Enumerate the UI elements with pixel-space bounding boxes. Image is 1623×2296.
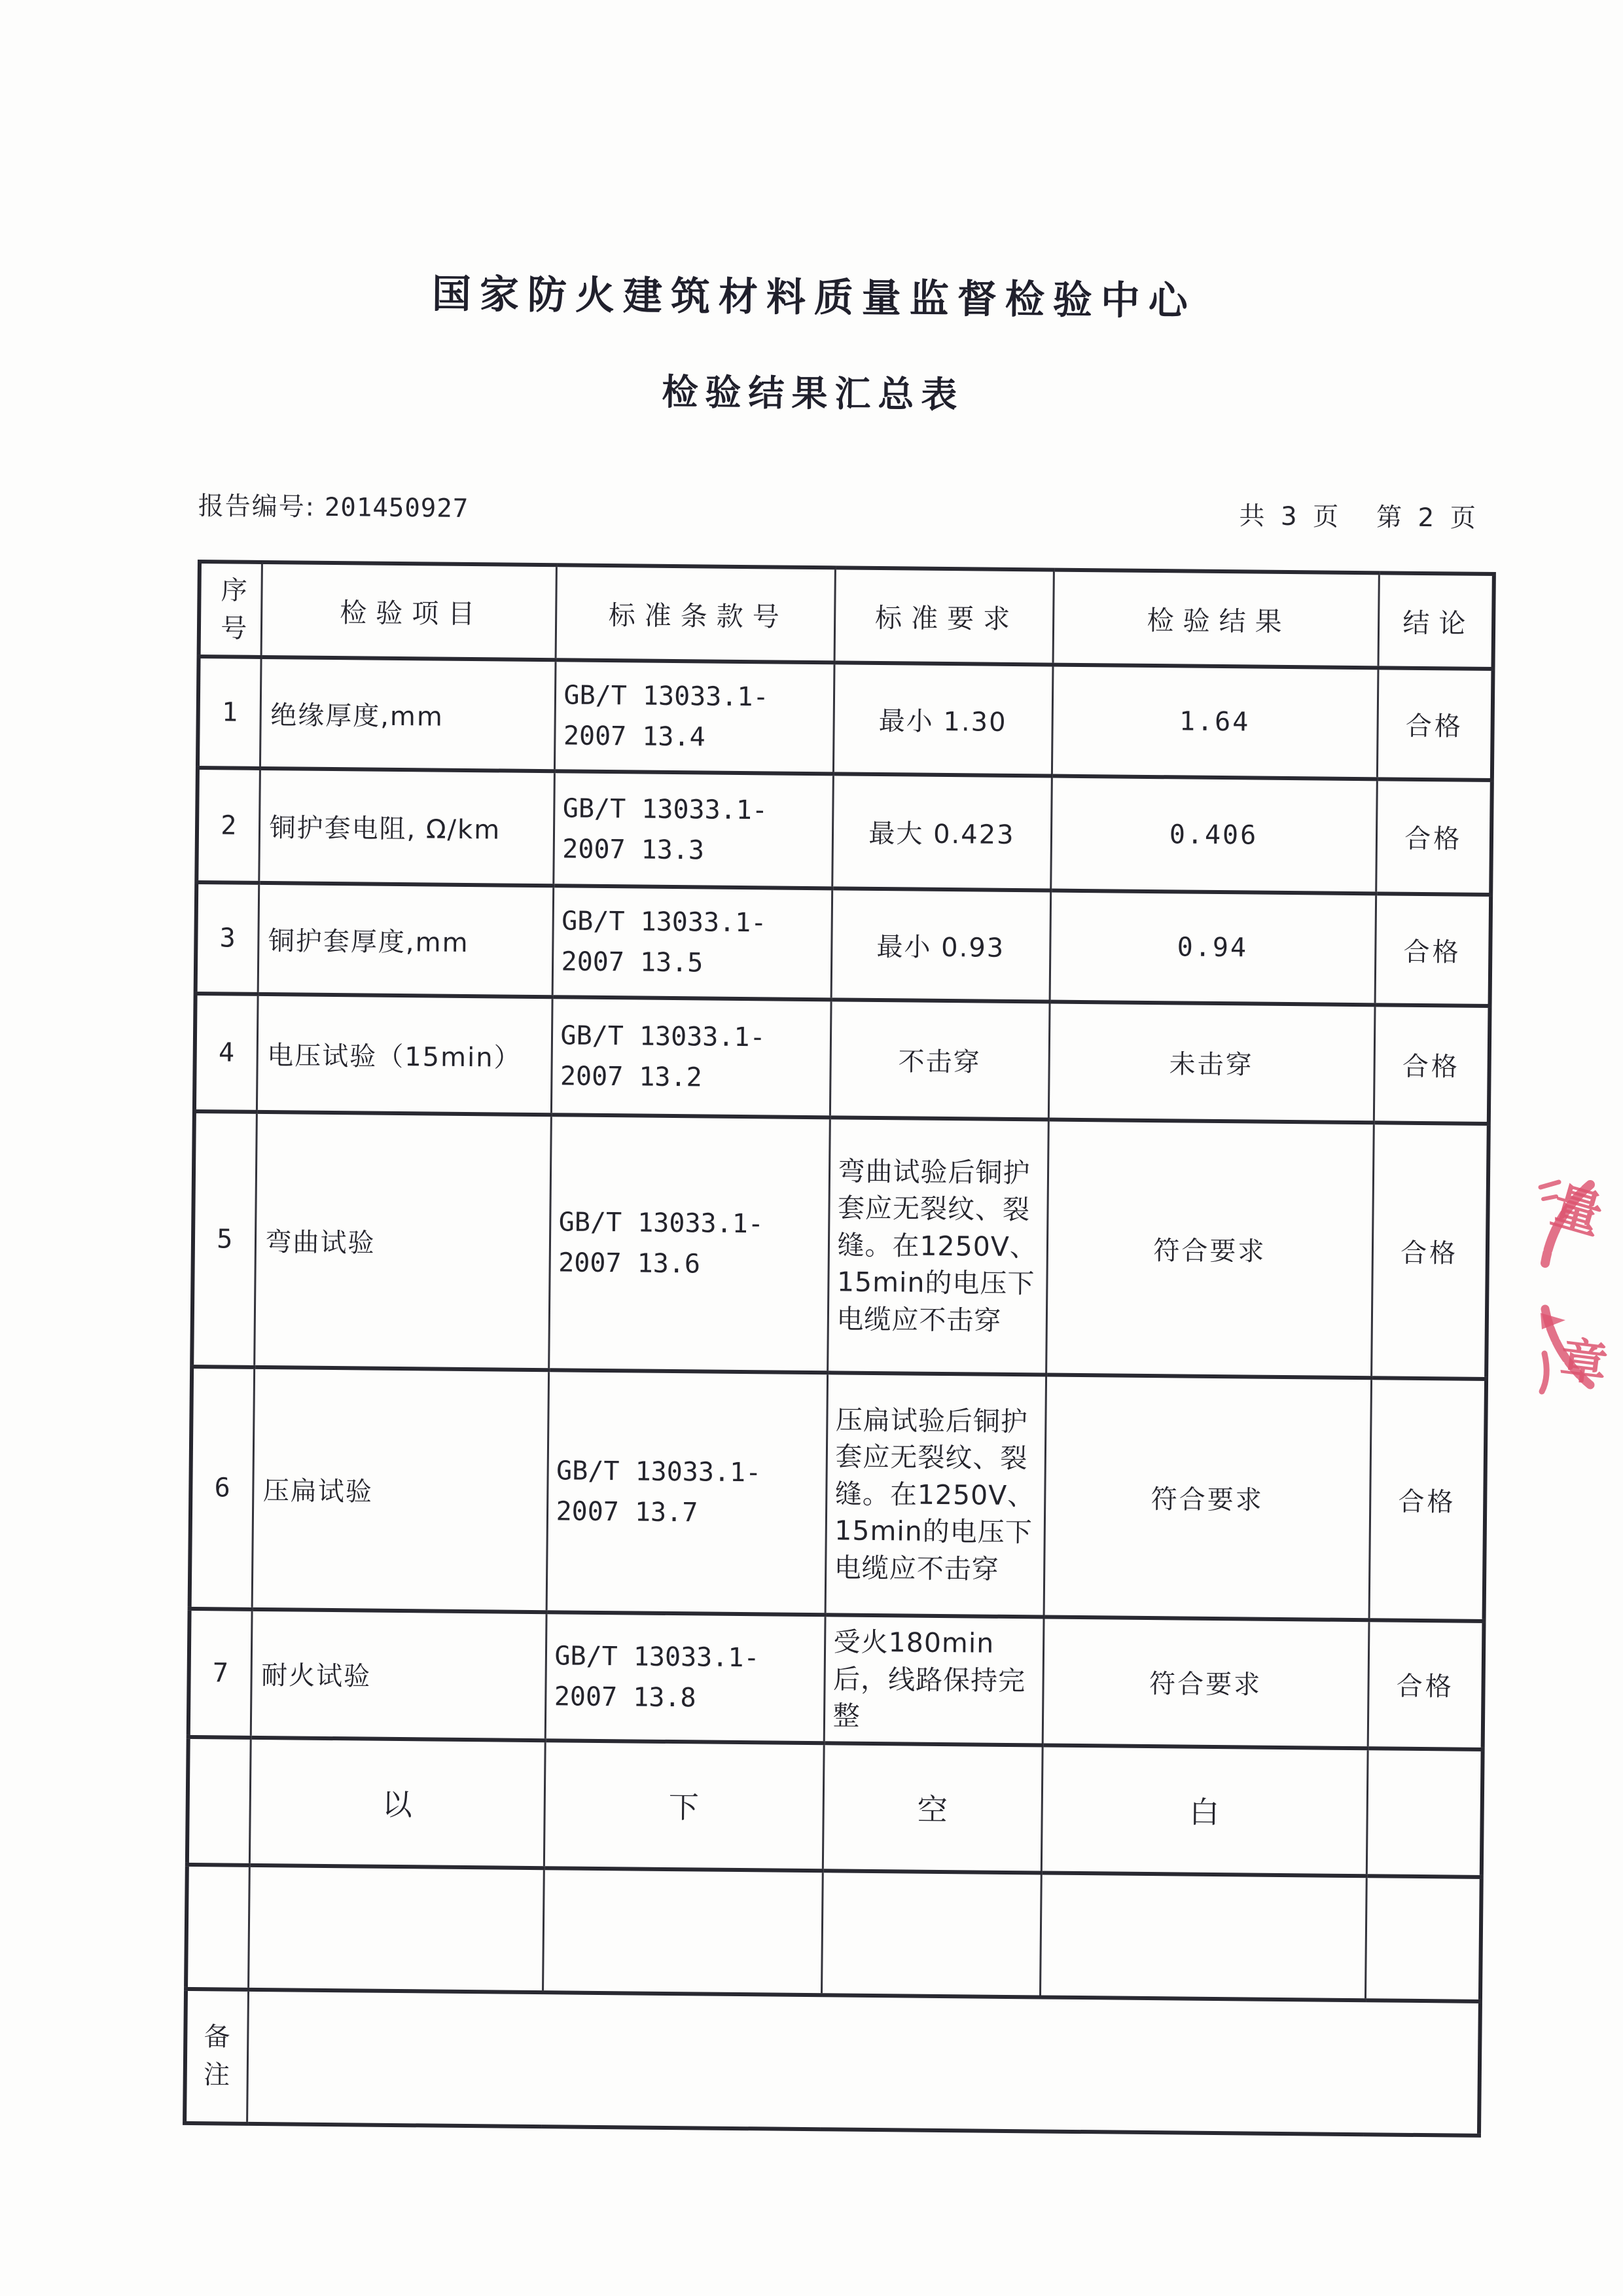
- table-row: [194, 994, 1490, 1124]
- cell-empty: [543, 1868, 823, 1995]
- cell-result: 0.406: [1050, 776, 1377, 894]
- table-row: [192, 1111, 1489, 1379]
- blank-below-row: [187, 1737, 1483, 1877]
- cell-item: 铜护套电阻, Ω/km: [259, 768, 554, 886]
- cell-clause: GB/T 13033.1- 2007 13.5: [552, 886, 832, 999]
- col-header-requirement: 标准要求: [834, 567, 1054, 664]
- table-row: [196, 768, 1492, 895]
- cell-no: 2: [196, 768, 260, 883]
- cell-conclusion: 合格: [1377, 668, 1493, 780]
- cell-empty: [821, 1871, 1041, 1997]
- cell-result: 符合要求: [1044, 1374, 1372, 1620]
- cell-requirement: 最小 1.30: [833, 662, 1053, 776]
- cell-empty: [187, 1737, 251, 1865]
- cell-conclusion: 合格: [1371, 1122, 1489, 1379]
- cell-requirement: 最大 0.423: [832, 774, 1052, 890]
- cell-empty: [1040, 1873, 1366, 2000]
- cell-clause: GB/T 13033.1- 2007 13.6: [548, 1115, 830, 1372]
- cell-item: 绝缘厚度,mm: [260, 657, 556, 771]
- remarks-body: [247, 1990, 1480, 2136]
- report-number-line: [198, 486, 469, 525]
- cell-no: 1: [198, 656, 261, 768]
- cell-empty: [1365, 1876, 1482, 2001]
- blank-char-1: 以: [249, 1738, 545, 1868]
- cell-no: 4: [194, 994, 258, 1112]
- cell-result: 0.94: [1050, 891, 1376, 1005]
- cell-requirement: 压扁试验后铜护套应无裂纹、裂缝。在1250V、15min的电压下电缆应不击穿: [825, 1372, 1046, 1617]
- cell-no: 7: [188, 1609, 252, 1738]
- empty-row: [186, 1865, 1482, 2001]
- col-header-conclusion: 结论: [1378, 573, 1493, 669]
- cell-requirement: 受火180min后，线路保持完整: [824, 1615, 1044, 1745]
- doc-title: 检验结果汇总表: [662, 370, 965, 416]
- cell-item: 弯曲试验: [254, 1112, 551, 1370]
- cell-conclusion: 合格: [1374, 1005, 1490, 1124]
- cell-empty: [1366, 1748, 1483, 1877]
- cell-clause: GB/T 13033.1- 2007 13.7: [546, 1370, 828, 1615]
- cell-no: 3: [196, 882, 259, 994]
- col-header-clause: 标准条款号: [556, 565, 835, 662]
- cell-item: 压扁试验: [252, 1367, 549, 1612]
- report-number-value: 201450927: [324, 492, 469, 524]
- cell-conclusion: 合格: [1368, 1620, 1484, 1749]
- cell-clause: GB/T 13033.1- 2007 13.2: [551, 997, 831, 1117]
- col-header-item: 检验项目: [261, 562, 556, 660]
- remarks-row: [185, 1989, 1480, 2136]
- current-page: 第 2 页: [1376, 503, 1480, 533]
- cell-empty: [248, 1865, 544, 1992]
- cell-result: 符合要求: [1046, 1120, 1374, 1378]
- table-row: [190, 1367, 1486, 1621]
- cell-item: 耐火试验: [251, 1609, 546, 1740]
- cell-result: 符合要求: [1043, 1617, 1369, 1748]
- cell-requirement: 不击穿: [830, 999, 1050, 1119]
- page-indicator: [1239, 495, 1493, 535]
- table-header-row: [199, 562, 1494, 669]
- blank-char-4: 白: [1041, 1745, 1368, 1876]
- cell-conclusion: 合格: [1369, 1378, 1487, 1621]
- col-header-no: 序号: [199, 562, 262, 657]
- total-pages: 共 3 页: [1239, 501, 1343, 532]
- cell-requirement: 最小 0.93: [831, 888, 1051, 1001]
- blank-char-2: 下: [544, 1740, 824, 1871]
- stamp-character-top: 量: [1545, 1175, 1609, 1246]
- stamp-character-bottom: 章: [1557, 1331, 1611, 1393]
- cell-requirement: 弯曲试验后铜护套应无裂纹、裂缝。在1250V、15min的电压下电缆应不击穿: [827, 1117, 1048, 1374]
- cell-clause: GB/T 13033.1- 2007 13.3: [553, 771, 833, 888]
- cell-item: 铜护套厚度,mm: [258, 883, 554, 997]
- cell-item: 电压试验（15min）: [257, 994, 552, 1115]
- cell-result: 1.64: [1052, 665, 1378, 780]
- cell-no: 6: [190, 1367, 255, 1609]
- remarks-label: 备注: [185, 1989, 248, 2124]
- report-number-label: 报告编号:: [198, 492, 316, 522]
- table-row: [188, 1609, 1484, 1749]
- table-row: [198, 656, 1493, 780]
- col-header-result: 检验结果: [1053, 570, 1379, 668]
- cell-result: 未击穿: [1048, 1002, 1375, 1123]
- cell-clause: GB/T 13033.1- 2007 13.4: [554, 660, 834, 774]
- results-table: [183, 560, 1496, 2138]
- meta-row: [198, 486, 1493, 535]
- cell-conclusion: 合格: [1375, 893, 1491, 1006]
- blank-char-3: 空: [823, 1743, 1043, 1873]
- cell-clause: GB/T 13033.1- 2007 13.8: [545, 1612, 825, 1743]
- table-row: [196, 882, 1491, 1006]
- org-title: 国家防火建筑材料质量监督检验中心: [431, 271, 1197, 325]
- cell-no: 5: [192, 1111, 257, 1367]
- cell-empty: [186, 1865, 249, 1990]
- cell-conclusion: 合格: [1376, 779, 1492, 895]
